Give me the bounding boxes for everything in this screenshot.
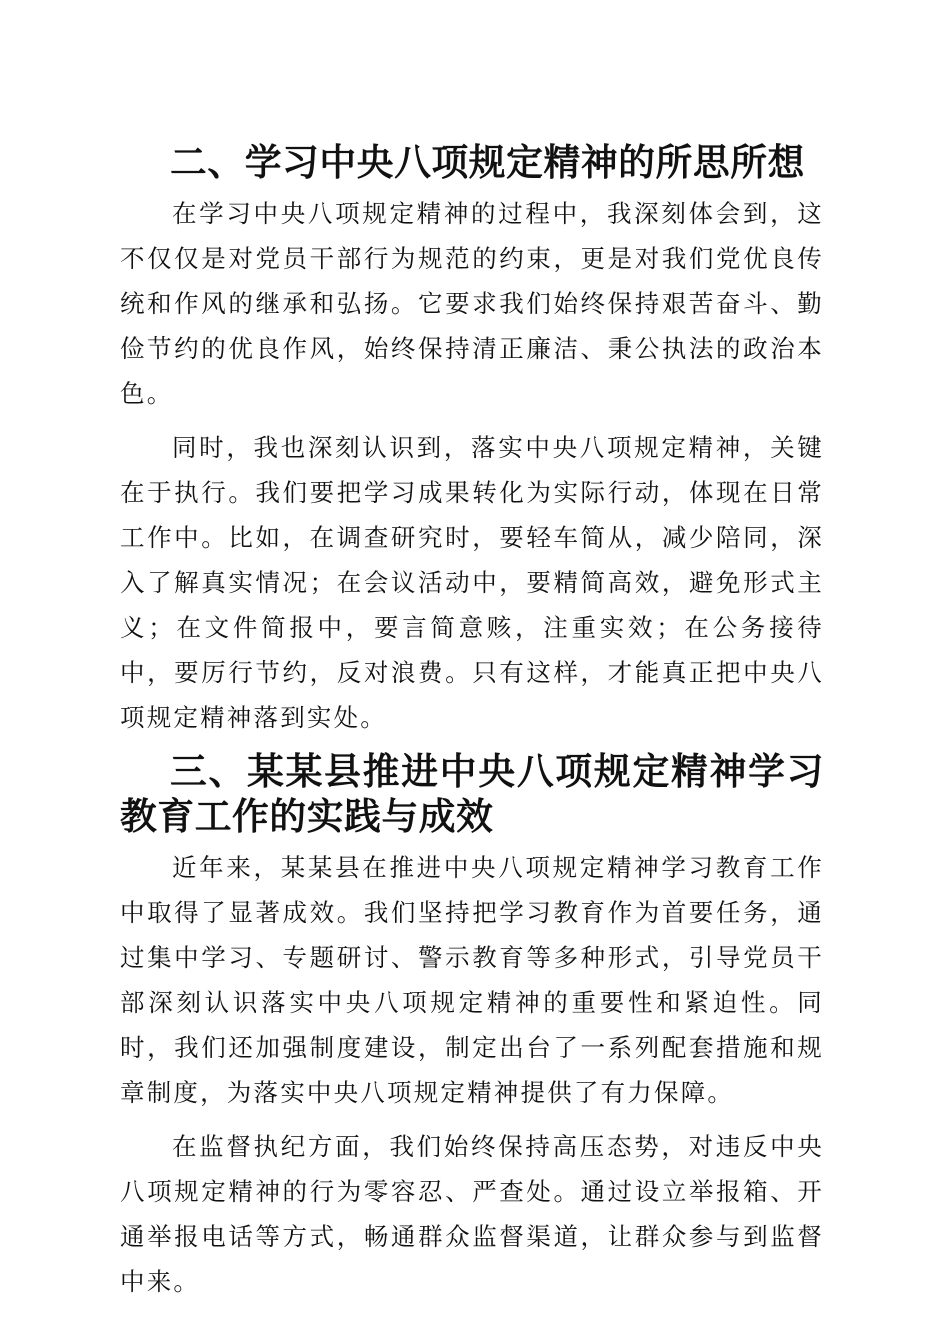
section-heading: 三、某某县推进中央八项规定精神学习教育工作的实践与成效 — [120, 750, 824, 838]
paragraph: 近年来，某某县在推进中央八项规定精神学习教育工作中取得了显著成效。我们坚持把学习教育作为首要任务，通过集中学习、专题研讨、警示教育等多种形式，引导党员干部深刻认识落实中央八项规定精神的重要性和紧迫性。同时，我们还加强制度建设，制定出台了一系列配套措施和规章制度，为落实中央八项规定精神提供了有力保障。 — [120, 853, 824, 1107]
section-2 — [120, 140, 824, 740]
document-body — [120, 140, 824, 1313]
paragraph: 在监督执纪方面，我们始终保持高压态势，对违反中央八项规定精神的行为零容忍、严查处。通过设立举报箱、开通举报电话等方式，畅通群众监督渠道，让群众参与到监督中来。 — [120, 1132, 824, 1296]
paragraph: 同时，我也深刻认识到，落实中央八项规定精神，关键在于执行。我们要把学习成果转化为实际行动，体现在日常工作中。比如，在调查研究时，要轻车简从，减少陪同，深入了解真实情况；在会议活动中，要精简高效，避免形式主义；在文件简报中，要言简意赅，注重实效；在公务接待中，要厉行节约，反对浪费。只有这样，才能真正把中央八项规定精神落到实处。 — [120, 433, 824, 732]
section-heading: 二、学习中央八项规定精神的所思所想 — [170, 141, 805, 184]
paragraph: 在学习中央八项规定精神的过程中，我深刻体会到，这不仅仅是对党员干部行为规范的约束，更是对我们党优良传统和作风的继承和弘扬。它要求我们始终保持艰苦奋斗、勤俭节约的优良作风，始终保持清正廉洁、秉公执法的政治本色。 — [120, 199, 824, 408]
section-3 — [120, 749, 824, 1304]
